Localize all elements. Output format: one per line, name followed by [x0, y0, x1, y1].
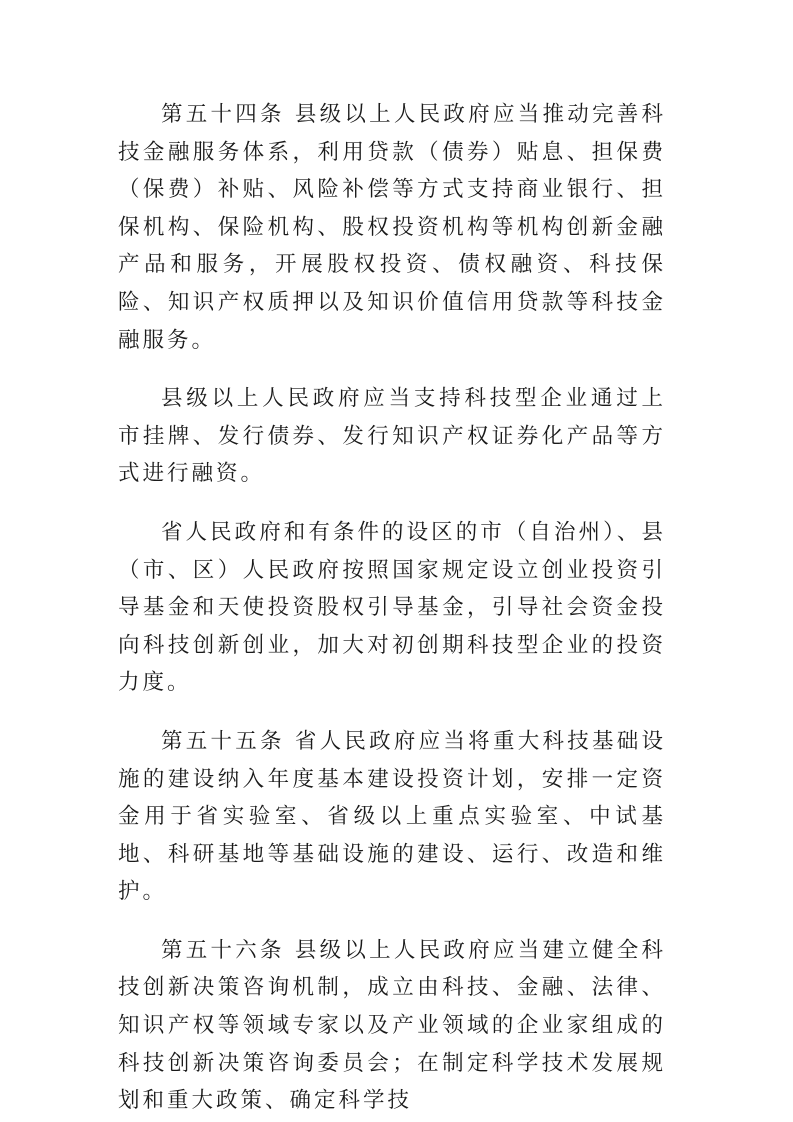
document-body: [118, 96, 666, 1120]
paragraph-listing-financing: 县级以上人民政府应当支持科技型企业通过上市挂牌、发行债券、发行知识产权证券化产品等方式进行融资。: [118, 386, 666, 487]
paragraph-article-54: 第五十四条 县级以上人民政府应当推动完善科技金融服务体系，利用贷款（债券）贴息、担保费（保费）补贴、风险补偿等方式支持商业银行、担保机构、保险机构、股权投资机构等机构创新金融产品和服务，开展股权投资、债权融资、科技保险、知识产权质押以及知识价值信用贷款等科技金融服务。: [118, 102, 666, 353]
paragraph-guidance-fund: 省人民政府和有条件的设区的市（自治州）、县（市、区）人民政府按照国家规定设立创业投资引导基金和天使投资股权引导基金，引导社会资金投向科技创新创业，加大对初创期科技型企业的投资力度。: [118, 519, 666, 696]
paragraph-article-55: 第五十五条 省人民政府应当将重大科技基础设施的建设纳入年度基本建设投资计划，安排一定资金用于省实验室、省级以上重点实验室、中试基地、科研基地等基础设施的建设、运行、改造和维护。: [118, 728, 666, 905]
paragraph-article-56: 第五十六条 县级以上人民政府应当建立健全科技创新决策咨询机制，成立由科技、金融、法律、知识产权等领域专家以及产业领域的企业家组成的科技创新决策咨询委员会；在制定科学技术发展规划和重大政策、确定科学技: [118, 937, 666, 1114]
